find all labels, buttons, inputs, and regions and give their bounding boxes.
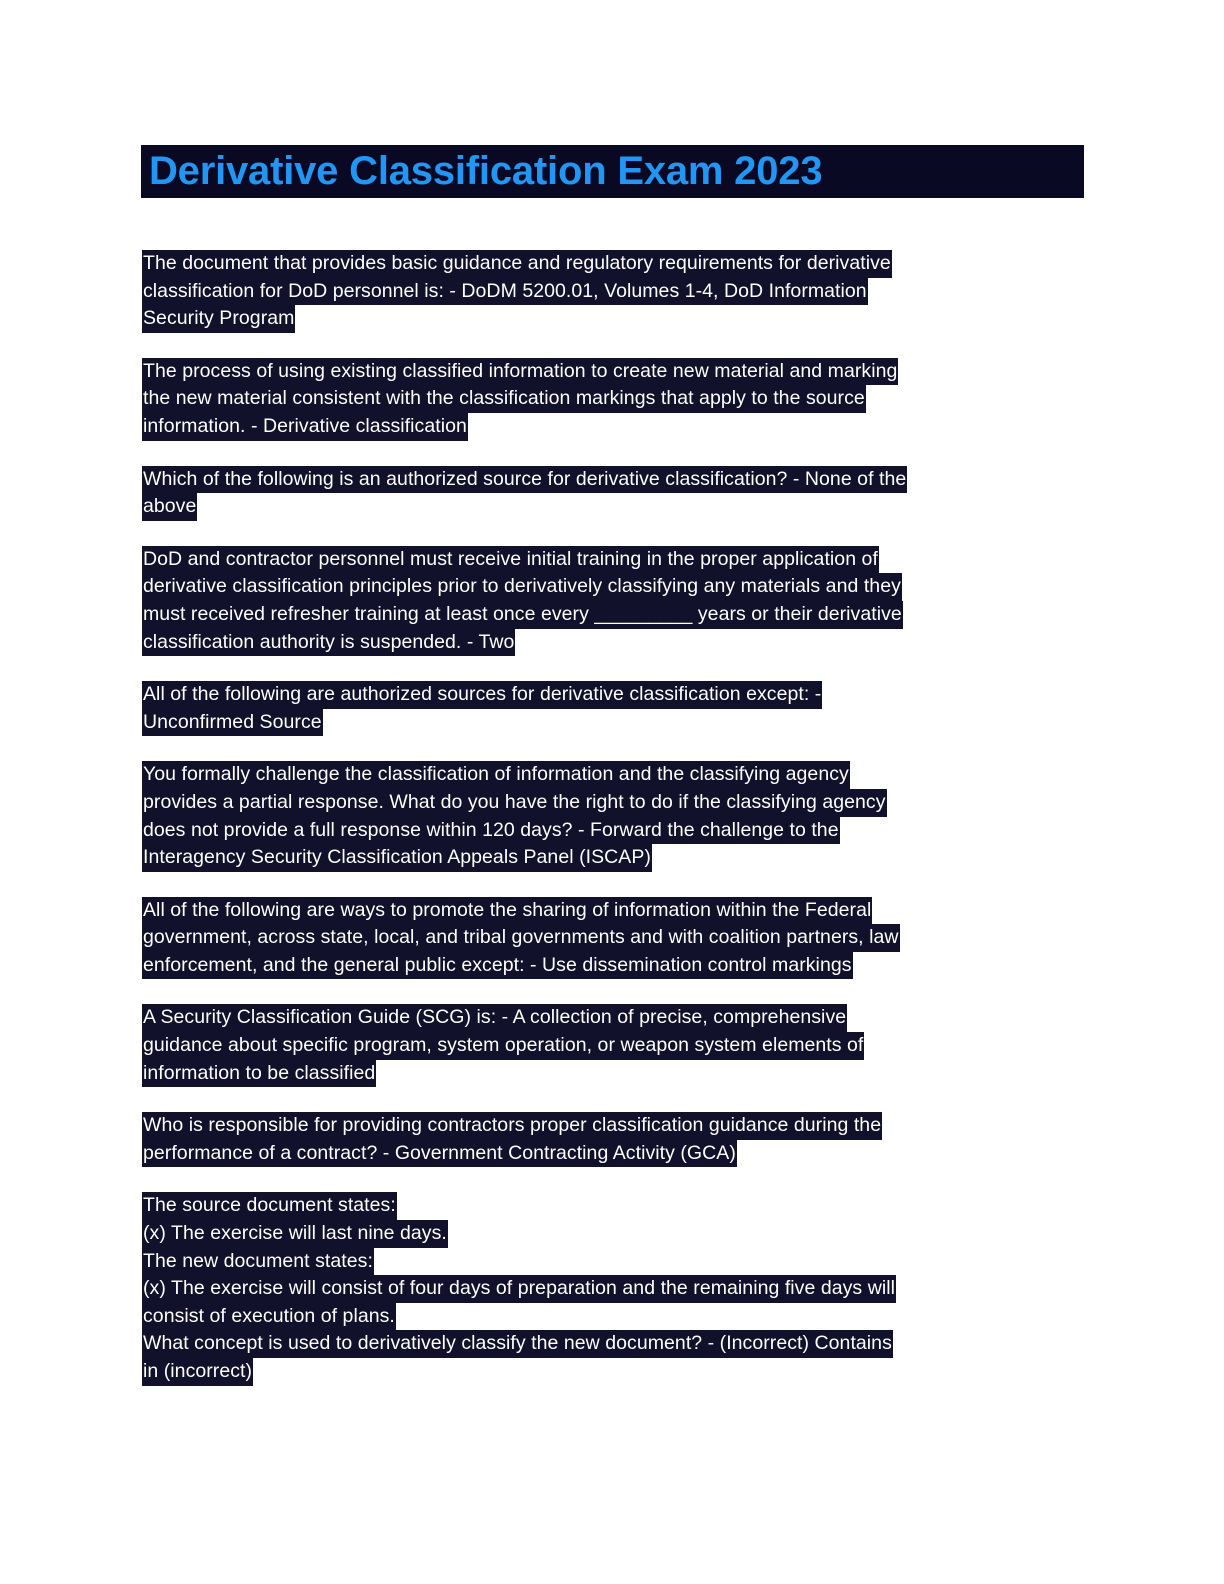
highlighted-text: the new material consistent with the classification markings that apply to the source xyxy=(142,385,866,413)
qa-block xyxy=(142,1004,1087,1087)
highlighted-text: enforcement, and the general public except: - Use dissemination control markings xyxy=(142,952,853,980)
highlighted-text: Which of the following is an authorized source for derivative classification? - None of the xyxy=(142,466,907,494)
highlighted-text: information. - Derivative classification xyxy=(142,413,468,441)
qa-line xyxy=(142,952,1087,980)
highlighted-text: guidance about specific program, system operation, or weapon system elements of xyxy=(142,1032,864,1060)
qa-line xyxy=(142,1275,1087,1303)
highlighted-text: All of the following are authorized sources for derivative classification except: - xyxy=(142,681,822,709)
qa-block xyxy=(142,1192,1087,1385)
qa-line xyxy=(142,1004,1087,1032)
highlighted-text: must received refresher training at least once every _________ years or their derivative xyxy=(142,601,903,629)
qa-line xyxy=(142,573,1087,601)
qa-line xyxy=(142,358,1087,386)
qa-line xyxy=(142,278,1087,306)
highlighted-text: consist of execution of plans. xyxy=(142,1303,396,1331)
qa-line xyxy=(142,493,1087,521)
highlighted-text: classification authority is suspended. - Two xyxy=(142,629,515,657)
qa-line xyxy=(142,1220,1087,1248)
qa-line xyxy=(142,709,1087,737)
qa-line xyxy=(142,1140,1087,1168)
qa-line xyxy=(142,385,1087,413)
highlighted-text: Security Program xyxy=(142,305,295,333)
qa-block xyxy=(142,466,1087,521)
qa-line xyxy=(142,601,1087,629)
highlighted-text: What concept is used to derivatively classify the new document? - (Incorrect) Contains xyxy=(142,1330,893,1358)
qa-line xyxy=(142,1060,1087,1088)
highlighted-text: Unconfirmed Source xyxy=(142,709,323,737)
document-title-banner xyxy=(141,145,1084,198)
qa-block xyxy=(142,546,1087,656)
highlighted-text: The document that provides basic guidance and regulatory requirements for derivative xyxy=(142,250,892,278)
page-title: Derivative Classification Exam 2023 xyxy=(149,149,823,193)
qa-block xyxy=(142,897,1087,980)
qa-line xyxy=(142,844,1087,872)
qa-line xyxy=(142,897,1087,925)
highlighted-text: DoD and contractor personnel must receive initial training in the proper application of xyxy=(142,546,879,574)
highlighted-text: Who is responsible for providing contractors proper classification guidance during the xyxy=(142,1112,882,1140)
highlighted-text: The source document states: xyxy=(142,1192,397,1220)
qa-block xyxy=(142,681,1087,736)
highlighted-text: All of the following are ways to promote the sharing of information within the Federal xyxy=(142,897,872,925)
highlighted-text: in (incorrect) xyxy=(142,1358,253,1386)
qa-line xyxy=(142,413,1087,441)
qa-line xyxy=(142,817,1087,845)
qa-line xyxy=(142,546,1087,574)
qa-line xyxy=(142,1112,1087,1140)
highlighted-text: performance of a contract? - Government Contracting Activity (GCA) xyxy=(142,1140,737,1168)
highlighted-text: (x) The exercise will last nine days. xyxy=(142,1220,448,1248)
qa-line xyxy=(142,629,1087,657)
highlighted-text: does not provide a full response within 120 days? - Forward the challenge to the xyxy=(142,817,840,845)
qa-line xyxy=(142,1358,1087,1386)
highlighted-text: derivative classification principles prior to derivatively classifying any materials and they xyxy=(142,573,902,601)
highlighted-text: (x) The exercise will consist of four days of preparation and the remaining five days will xyxy=(142,1275,896,1303)
highlighted-text: The process of using existing classified information to create new material and marking xyxy=(142,358,898,386)
highlighted-text: classification for DoD personnel is: - DoDM 5200.01, Volumes 1-4, DoD Information xyxy=(142,278,868,306)
qa-block xyxy=(142,250,1087,333)
qa-line xyxy=(142,924,1087,952)
highlighted-text: government, across state, local, and tribal governments and with coalition partners, law xyxy=(142,924,900,952)
qa-block xyxy=(142,358,1087,441)
highlighted-text: You formally challenge the classification of information and the classifying agency xyxy=(142,761,850,789)
qa-line xyxy=(142,466,1087,494)
qa-line xyxy=(142,1032,1087,1060)
qa-line xyxy=(142,681,1087,709)
qa-line xyxy=(142,1303,1087,1331)
document-body xyxy=(142,250,1087,1386)
qa-line xyxy=(142,1192,1087,1220)
highlighted-text: information to be classified xyxy=(142,1060,376,1088)
highlighted-text: Interagency Security Classification Appeals Panel (ISCAP) xyxy=(142,844,652,872)
qa-block xyxy=(142,1112,1087,1167)
qa-line xyxy=(142,1330,1087,1358)
highlighted-text: provides a partial response. What do you have the right to do if the classifying agency xyxy=(142,789,887,817)
highlighted-text: A Security Classification Guide (SCG) is: - A collection of precise, comprehensive xyxy=(142,1004,847,1032)
qa-line xyxy=(142,761,1087,789)
qa-line xyxy=(142,1248,1087,1276)
highlighted-text: The new document states: xyxy=(142,1248,374,1276)
qa-line xyxy=(142,305,1087,333)
qa-line xyxy=(142,789,1087,817)
qa-block xyxy=(142,761,1087,871)
qa-line xyxy=(142,250,1087,278)
highlighted-text: above xyxy=(142,493,197,521)
